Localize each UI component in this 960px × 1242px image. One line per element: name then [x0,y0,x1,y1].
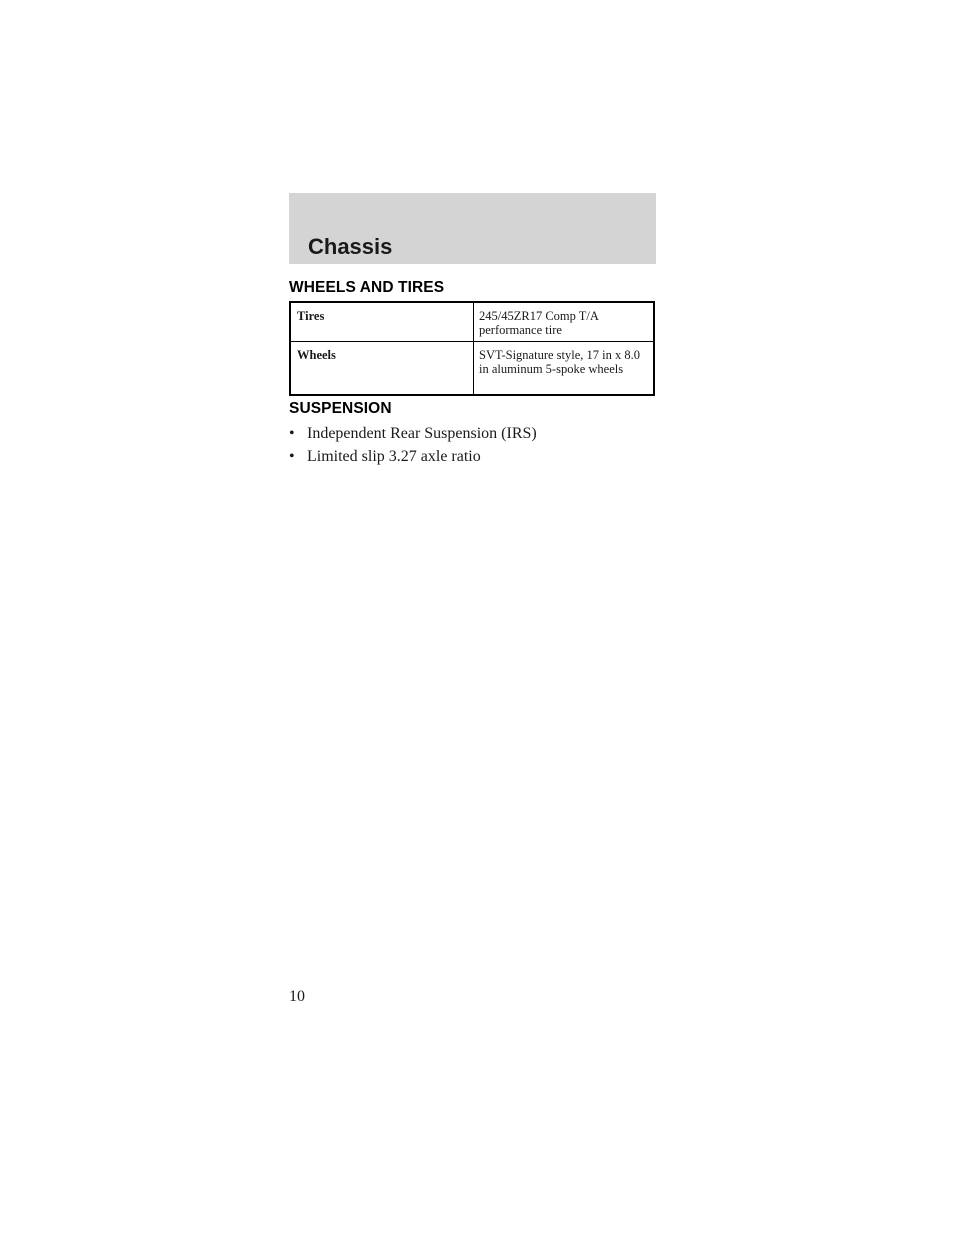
bullet-icon: • [289,425,295,442]
wheels-tires-spec-table [289,301,655,396]
page-number: 10 [289,988,305,1005]
list-item [289,423,537,445]
section-heading-wheels-tires: WHEELS AND TIRES [289,279,445,296]
table-row [290,342,654,396]
table-row [290,302,654,342]
spec-value: SVT-Signature style, 17 in x 8.0 in aluminum 5-spoke wheels [474,342,655,396]
spec-value: 245/45ZR17 Comp T/A performance tire [479,309,599,337]
list-item [289,446,537,468]
chapter-title: Chassis [308,234,393,259]
suspension-list [289,423,537,469]
chapter-header-band [289,193,656,264]
spec-label: Wheels [290,342,474,396]
spec-label: Tires [290,302,474,342]
list-item-text: Independent Rear Suspension (IRS) [307,425,537,442]
bullet-icon: • [289,448,295,465]
section-heading-suspension: SUSPENSION [289,400,392,417]
list-item-text: Limited slip 3.27 axle ratio [307,448,481,465]
